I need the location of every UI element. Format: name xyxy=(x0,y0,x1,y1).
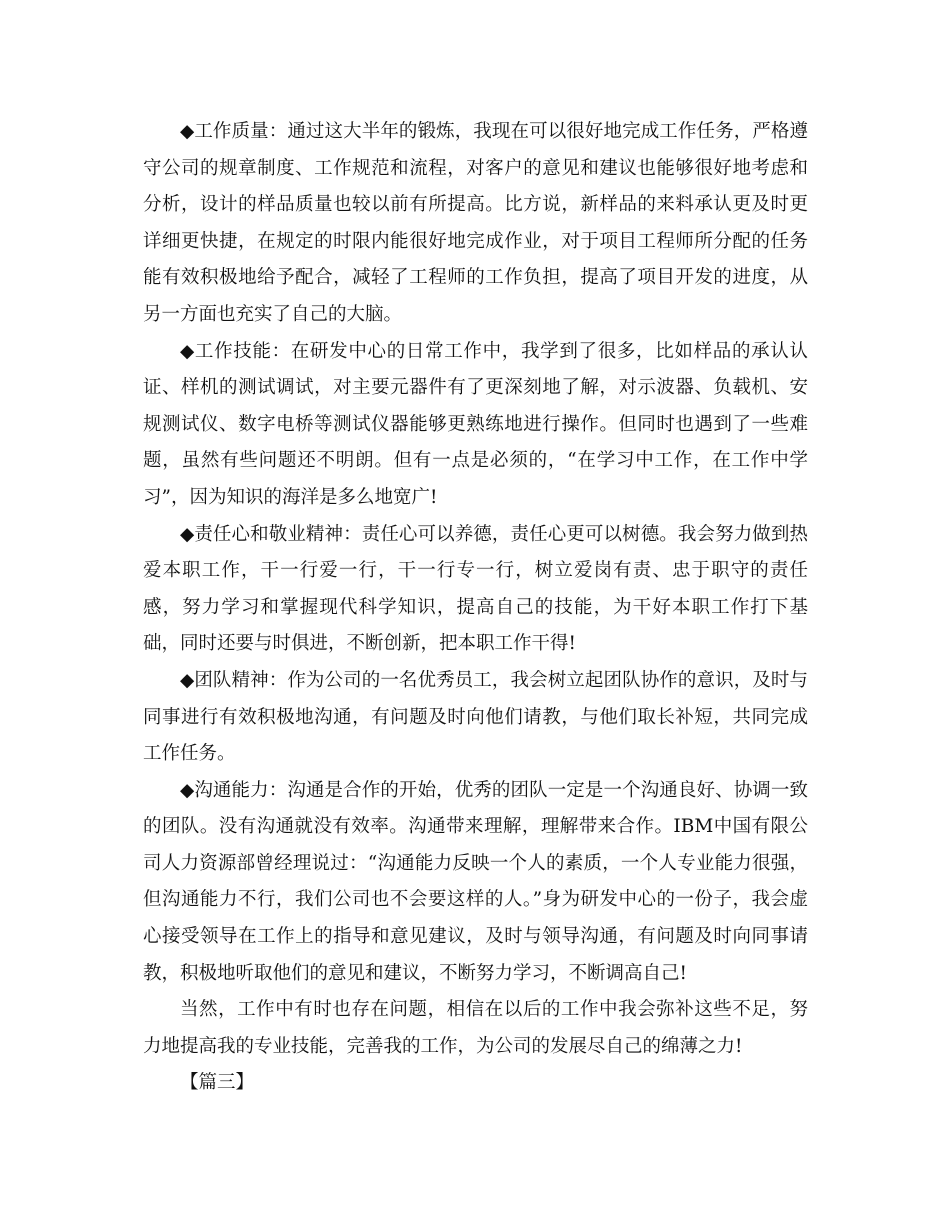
paragraph-conclusion: 当然，工作中有时也存在问题，相信在以后的工作中我会弥补这些不足，努力地提高我的专业技能，完善我的工作，为公司的发展尽自己的绵薄之力! xyxy=(143,999,808,1057)
paragraph-communication: ◆沟通能力：沟通是合作的开始，优秀的团队一定是一个沟通良好、协调一致的团队。没有沟通就没有效率。沟通带来理解，理解带来合作。IBM中国有限公司人力资源部曾经理说过：“沟通能力反映一个人的素质，一个人专业能力很强，但沟通能力不行，我们公司也不会要这样的人。”身为研发中心的一份子，我会虚心接受领导在工作上的指导和意见建议，及时与领导沟通，有问题及时向同事请教，积极地听取他们的意见和建议，不断努力学习，不断调高自己! xyxy=(143,779,808,984)
paragraph-team-spirit: ◆团队精神：作为公司的一名优秀员工，我会树立起团队协作的意识，及时与同事进行有效积极地沟通，有问题及时向他们请教，与他们取长补短，共同完成工作任务。 xyxy=(143,669,808,765)
document-body xyxy=(143,114,808,1102)
paragraph-work-quality: ◆工作质量：通过这大半年的锻炼，我现在可以很好地完成工作任务，严格遵守公司的规章制度、工作规范和流程，对客户的意见和建议也能够很好地考虑和分析，设计的样品质量也较以前有所提高。比方说，新样品的来料承认更及时更详细更快捷，在规定的时限内能很好地完成作业，对于项目工程师所分配的任务能有效积极地给予配合，减轻了工程师的工作负担，提高了项目开发的进度，从另一方面也充实了自己的大脑。 xyxy=(143,121,808,325)
section-label: 【篇三】 xyxy=(180,1072,255,1094)
paragraph-responsibility: ◆责任心和敬业精神：责任心可以养德，责任心更可以树德。我会努力做到热爱本职工作，干一行爱一行，干一行专一行，树立爱岗有责、忠于职守的责任感，努力学习和掌握现代科学知识，提高自己的技能，为干好本职工作打下基础，同时还要与时俱进，不断创新，把本职工作干得! xyxy=(143,523,808,655)
paragraph-work-skills: ◆工作技能：在研发中心的日常工作中，我学到了很多，比如样品的承认认证、样机的测试调试，对主要元器件有了更深刻地了解，对示波器、负载机、安规测试仪、数字电桥等测试仪器能够更熟练地进行操作。但同时也遇到了一些难题，虽然有些问题还不明朗。但有一点是必须的，“在学习中工作，在工作中学习”，因为知识的海洋是多么地宽广! xyxy=(143,340,808,508)
